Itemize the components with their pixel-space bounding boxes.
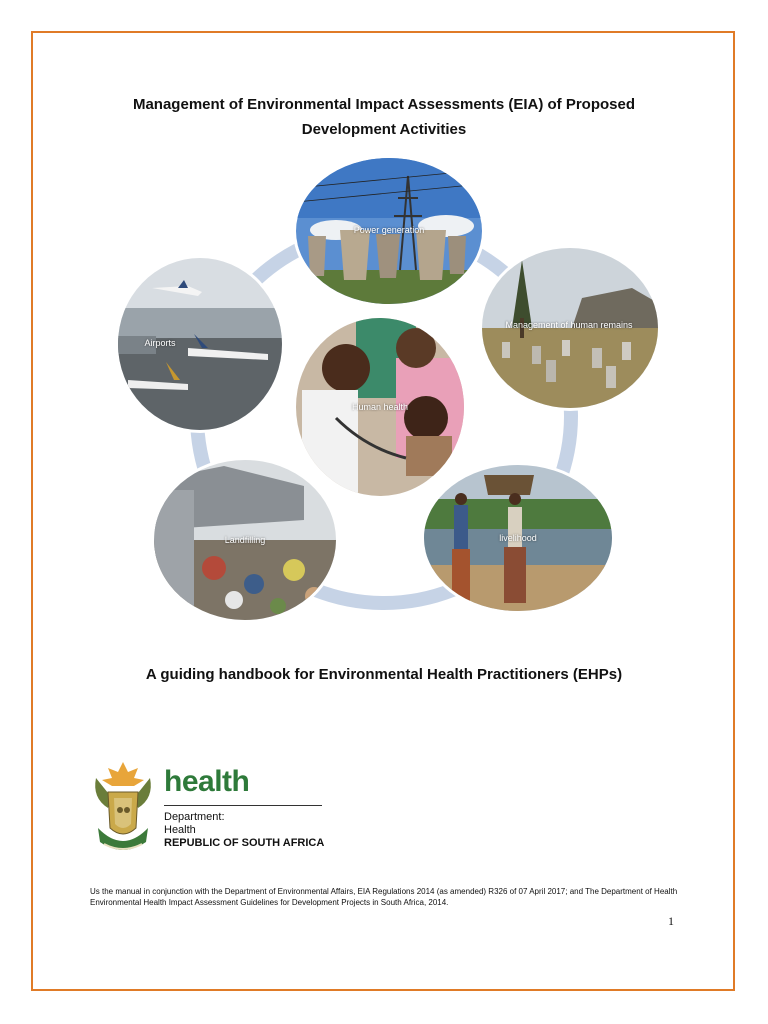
label-human-remains: Management of human remains [505, 320, 633, 330]
logo-department: Department: [164, 811, 225, 823]
photo-power-generation [296, 158, 482, 304]
logo-republic: REPUBLIC OF SOUTH AFRICA [164, 837, 325, 849]
label-landfilling: Landfilling [224, 535, 266, 545]
photo-airports [118, 258, 282, 430]
logo-health-line: Health [164, 824, 196, 836]
label-livelihood: livelihood [499, 533, 537, 543]
logo-wordmark: health [164, 765, 250, 798]
document-subtitle: A guiding handbook for Environmental Health Practitioners (EHPs) [145, 666, 623, 683]
photo-human-remains [482, 248, 658, 408]
logo-divider [164, 805, 322, 806]
label-power-generation: Power generation [353, 225, 425, 235]
label-human-health: Human health [351, 402, 409, 412]
department-of-health-logo [90, 758, 330, 858]
label-airports: Airports [144, 338, 176, 348]
page-number: 1 [668, 914, 674, 928]
footnote: Us the manual in conjunction with the Department of Environmental Affairs, EIA Regulations 2014 (as amended) R326 of 07 April 2017; and The Department of Health Environmental Health Impact Assessment Guidelines for Development Projects in South Africa, 2014. [90, 887, 678, 907]
coat-of-arms-icon [90, 758, 156, 858]
photo-human-health [296, 318, 464, 496]
document-title: Management of Environmental Impact Assessments (EIA) of Proposed Development Activities [132, 96, 636, 138]
